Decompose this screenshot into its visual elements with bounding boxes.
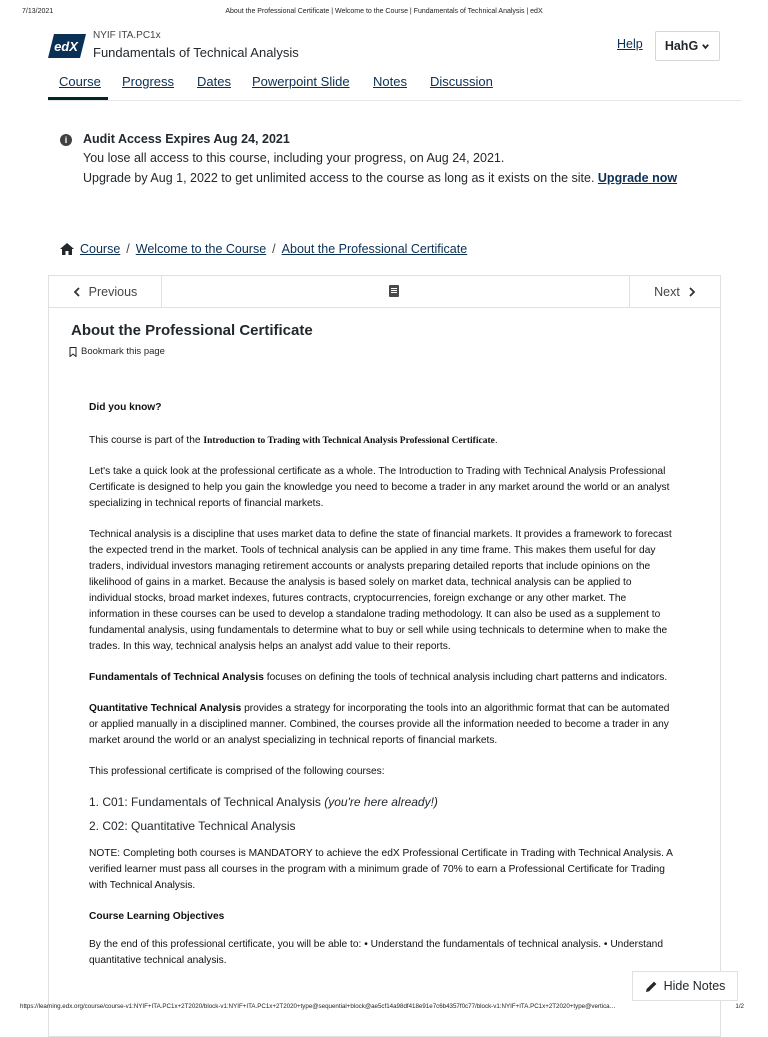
certificate-name: Introduction to Trading with Technical Analysis Professional Certificate <box>203 436 495 446</box>
previous-label: Previous <box>88 284 138 299</box>
user-menu-button[interactable] <box>655 31 720 61</box>
tab-progress[interactable]: Progress <box>122 74 175 89</box>
notice-title: Audit Access Expires Aug 24, 2021 <box>83 132 290 146</box>
user-name: HahG <box>664 39 699 53</box>
did-you-know-heading: Did you know? <box>89 402 162 413</box>
breadcrumb-separator: / <box>126 242 130 256</box>
hide-notes-label: Hide Notes <box>663 979 726 993</box>
tab-course[interactable]: Course <box>59 74 101 89</box>
unit-document-icon[interactable] <box>389 285 399 297</box>
notice-line2: Upgrade by Aug 1, 2022 to get unlimited access to the course as long as it exists on the site. Upgrade now <box>83 171 678 185</box>
upgrade-now-link[interactable]: Upgrade now <box>597 171 678 185</box>
unit-content <box>89 400 675 984</box>
tab-discussion[interactable]: Discussion <box>430 74 493 89</box>
tab-notes[interactable]: Notes <box>373 74 407 89</box>
breadcrumb-course[interactable]: Course <box>80 242 121 256</box>
print-url: https://learning.edx.org/course/course-v1:NYIF+ITA.PC1x+2T2020/block-v1:NYIF+ITA.PC1x+2T2020+type@sequential+block@ae5cf14a98df418e91e7c6b4357f0c77/block-v1:NYIF+ITA.PC1x+2T2020+type@vertica… <box>20 1003 616 1010</box>
hide-notes-button[interactable] <box>632 971 738 1001</box>
content-paragraph: Let's take a quick look at the professional certificate as a whole. The Introduction to Trading with Technical Analysis Professional Certificate is designed to help you gain the knowledge you need to become a trader in any market around the world or an analyst specializing in technical reports of financial markets. <box>89 466 670 509</box>
breadcrumb-section[interactable]: Welcome to the Course <box>135 242 267 256</box>
content-paragraph: This course is part of the Introduction to Trading with Technical Analysis Professional Certificate. <box>89 435 498 446</box>
content-paragraph: This professional certificate is comprised of the following courses: <box>89 766 385 777</box>
content-paragraph: By the end of this professional certificate, you will be able to: • Understand the fundamentals of technical analysis. • Understand quantitative technical analysis. <box>89 939 663 966</box>
site-header <box>48 28 720 68</box>
notice-line1: You lose all access to this course, including your progress, on Aug 24, 2021. <box>83 151 505 165</box>
course-org: NYIF ITA.PC1x <box>93 30 161 41</box>
course-list <box>89 790 675 838</box>
bookmark-icon <box>69 347 77 357</box>
next-label: Next <box>654 284 680 299</box>
svg-text:edX: edX <box>54 39 78 54</box>
list-item: 2. C02: Quantitative Technical Analysis <box>89 819 296 833</box>
pencil-icon <box>645 980 658 993</box>
chevron-right-icon <box>688 287 696 297</box>
course-title: Fundamentals of Technical Analysis <box>93 45 299 60</box>
objectives-heading: Course Learning Objectives <box>89 911 225 922</box>
active-tab-indicator <box>48 97 108 100</box>
breadcrumb-unit[interactable]: About the Professional Certificate <box>281 242 468 256</box>
print-page-number: 1/2 <box>735 1003 744 1010</box>
chevron-down-icon <box>701 42 710 51</box>
next-button[interactable] <box>629 276 720 307</box>
print-date: 7/13/2021 <box>22 8 54 15</box>
edx-logo[interactable] <box>48 34 86 58</box>
chevron-left-icon <box>73 287 81 297</box>
breadcrumb <box>60 242 467 256</box>
breadcrumb-separator: / <box>272 242 276 256</box>
course-tabs <box>48 74 742 101</box>
content-paragraph: NOTE: Completing both courses is MANDATORY to achieve the edX Professional Certificate in Trading with Technical Analysis. A verified learner must pass all courses in the program with a minimum grade of 70% to earn a Professional Certificate for Trading with Technical Analysis. <box>89 848 673 891</box>
content-paragraph: Fundamentals of Technical Analysis focuses on defining the tools of technical analysis including chart patterns and indicators. <box>89 672 668 683</box>
tab-dates[interactable]: Dates <box>197 74 231 89</box>
home-icon <box>60 243 74 255</box>
print-doc-title: About the Professional Certificate | Welcome to the Course | Fundamentals of Technical Analysis | edX <box>225 8 543 15</box>
content-paragraph: Technical analysis is a discipline that uses market data to define the state of financial markets. It provides a framework to forecast the expected trend in the market. Tools of technical analysis can be applied in any time frame. This makes them useful for day traders, individual investors managing retirement accounts or analysts preparing detailed reports that include opinions on the likelihood of gains in a market. Because the analysis is based solely on market data, technical analysis can be applied to individual stocks, broad market indexes, futures contracts, cryptocurrencies, foreign exchange or any other market. The information in these courses can be used to develop a standalone trading methodology. It can also be used as a supplement to fundamental analysis, using fundamentals to determine what to buy or sell while using technicals to determine when to make the trades. In this way, technical analysis helps an analyst add value to their reports. <box>89 529 672 652</box>
bookmark-button[interactable] <box>69 346 165 357</box>
bookmark-label: Bookmark this page <box>81 346 165 357</box>
content-paragraph: Quantitative Technical Analysis provides a strategy for incorporating the tools into an algorithmic format that can be automated or applied manually in a disciplined manner. Combined, the courses provide all the information needed to become a trader in any market around the world or an analyst specializing in technical reports of financial markets. <box>89 703 670 746</box>
info-icon: i <box>60 134 72 146</box>
help-link[interactable]: Help <box>617 37 643 51</box>
unit-container <box>48 275 721 1037</box>
previous-button[interactable] <box>49 276 162 307</box>
unit-title: About the Professional Certificate <box>71 322 313 339</box>
sequence-navigation <box>49 276 720 308</box>
list-item: 1. C01: Fundamentals of Technical Analysis (you're here already!) <box>89 795 438 809</box>
tab-powerpoint-slide[interactable]: Powerpoint Slide <box>252 74 350 89</box>
